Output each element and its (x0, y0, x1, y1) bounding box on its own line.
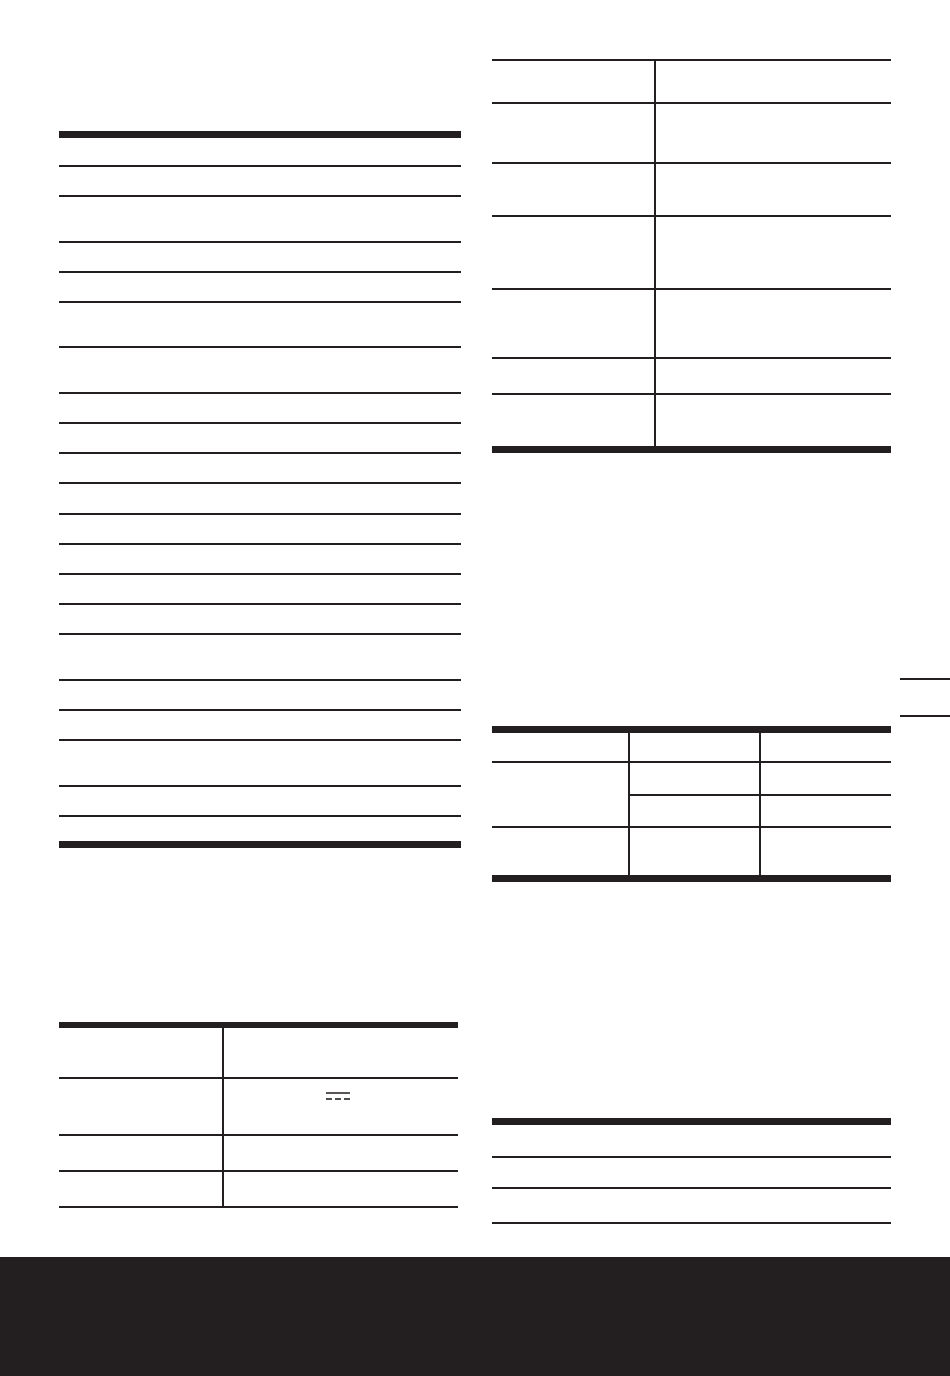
table-row-divider (59, 1077, 458, 1079)
table-column-divider (654, 61, 656, 446)
table-row-divider (492, 288, 891, 290)
table-row-divider (59, 241, 461, 243)
table-row-divider (59, 1134, 458, 1136)
table-row-divider (59, 422, 461, 424)
table-row-divider (59, 452, 461, 454)
table-row-divider (59, 679, 461, 681)
table-row-divider (492, 826, 891, 828)
table-row-divider (59, 195, 461, 197)
table-bottom-border (492, 875, 891, 882)
table-row-divider (492, 357, 891, 359)
table-row-divider (492, 1187, 891, 1189)
table-row-divider (59, 573, 461, 575)
table-row-divider (492, 162, 891, 164)
table-row-divider (59, 301, 461, 303)
table-row-divider (59, 392, 461, 394)
table-top-border (492, 726, 891, 733)
table-row-divider (59, 785, 461, 787)
table-row-divider (59, 603, 461, 605)
table-top-border (492, 59, 891, 61)
table-bottom-border (59, 841, 461, 848)
table-row-divider (59, 271, 461, 273)
table-row-divider (492, 1156, 891, 1158)
table-row-divider (492, 102, 891, 104)
table-top-border (59, 1022, 458, 1028)
table-row-divider (492, 393, 891, 395)
dc-symbol-icon (326, 1091, 350, 1101)
table-bottom-border (59, 1206, 458, 1208)
table-column-divider (222, 1028, 224, 1206)
table-row-divider (59, 513, 461, 515)
table-row-divider (59, 739, 461, 741)
table-row-divider (59, 1170, 458, 1172)
table-column-divider (759, 733, 761, 875)
table-row-divider (59, 815, 461, 817)
table-row-divider (59, 709, 461, 711)
table-row-divider (492, 761, 891, 763)
table-bottom-border (492, 446, 891, 453)
table-bottom-border (492, 1222, 891, 1224)
table-top-border (59, 131, 461, 138)
side-marker-line (900, 678, 950, 680)
table-column-divider (628, 733, 630, 875)
footer-band (0, 1257, 950, 1376)
table-row-divider (59, 165, 461, 167)
table-row-divider (59, 543, 461, 545)
side-marker-line (900, 715, 950, 717)
table-row-divider (59, 633, 461, 635)
table-row-divider (59, 346, 461, 348)
table-row-divider (492, 215, 891, 217)
table-top-border (492, 1118, 891, 1125)
table-row-divider (59, 482, 461, 484)
